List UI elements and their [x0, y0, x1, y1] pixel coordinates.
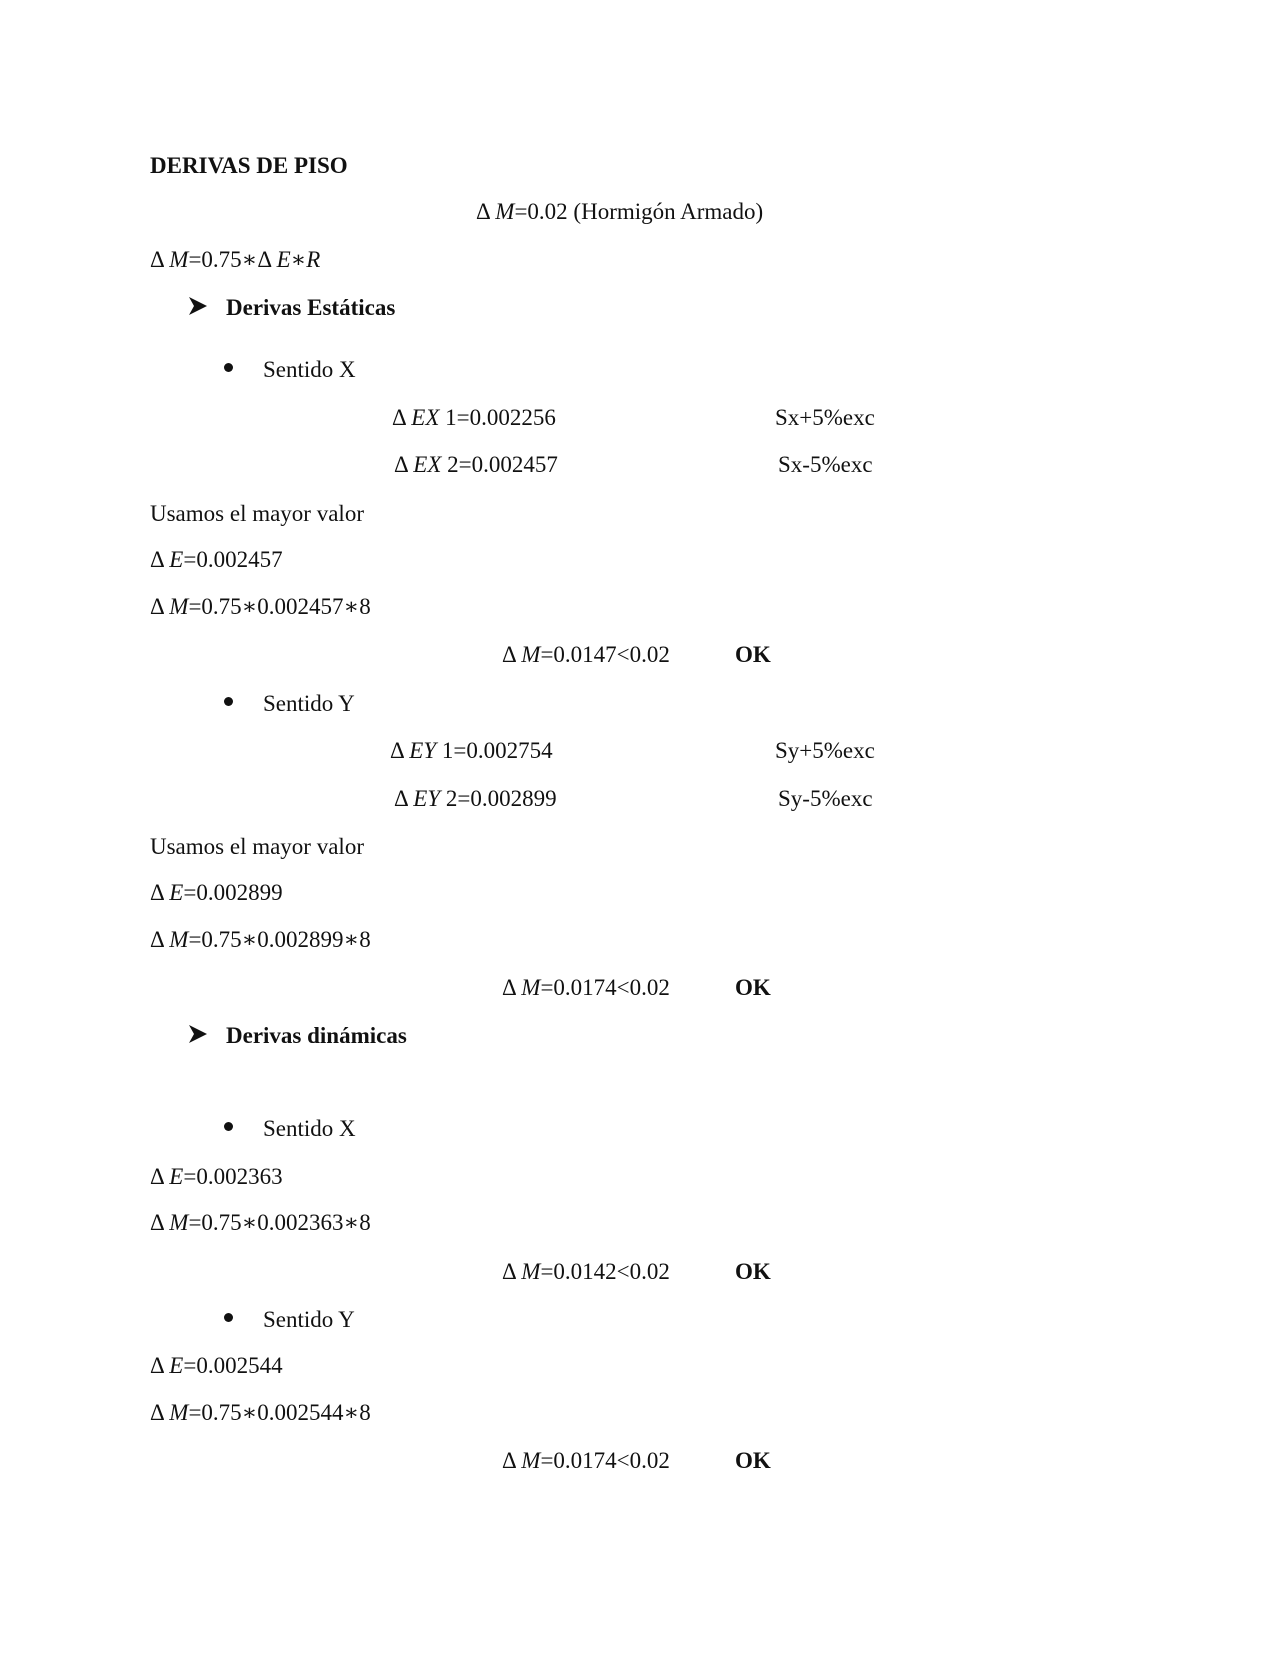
- arrow-bullet-icon: [188, 1024, 208, 1044]
- drift-value: Δ E=0.002363: [150, 1164, 283, 1189]
- subsection-label: Sentido Y: [263, 1307, 355, 1332]
- section-heading-dynamic: Derivas dinámicas: [226, 1023, 407, 1048]
- load-case-label: Sx+5%exc: [775, 405, 875, 430]
- note-text: Usamos el mayor valor: [150, 834, 364, 859]
- ok-badge: OK: [735, 975, 771, 1000]
- drift-value: Δ E=0.002544: [150, 1353, 283, 1378]
- drift-equation: Δ EY 1=0.002754: [390, 738, 553, 763]
- drift-equation: Δ EY 2=0.002899: [394, 786, 557, 811]
- delta-symbol: Δ: [476, 199, 490, 224]
- drift-calculation: Δ M=0.75∗0.002544∗8: [150, 1400, 371, 1425]
- equation-rest: =0.75∗: [188, 247, 258, 272]
- bullet-icon: [224, 1313, 233, 1322]
- load-case-label: Sy+5%exc: [775, 738, 875, 763]
- drift-formula: [150, 248, 320, 271]
- drift-value: Δ E=0.002899: [150, 880, 283, 905]
- drift-calculation: Δ M=0.75∗0.002363∗8: [150, 1210, 371, 1235]
- ok-badge: OK: [735, 642, 771, 667]
- drift-result: Δ M=0.0147<0.02: [502, 642, 670, 667]
- limit-equation: [476, 200, 763, 223]
- subsection-label: Sentido X: [263, 1116, 356, 1141]
- variable: M: [495, 199, 515, 224]
- variable: E: [276, 247, 291, 272]
- load-case-label: Sx-5%exc: [778, 452, 873, 477]
- equation-rest: ∗: [290, 247, 307, 272]
- drift-value: Δ E=0.002457: [150, 547, 283, 572]
- section-heading-static: Derivas Estáticas: [226, 295, 396, 320]
- delta-symbol: Δ: [150, 247, 164, 272]
- equation-rest: =0.02 (Hormigón Armado): [514, 199, 764, 224]
- bullet-icon: [224, 697, 233, 706]
- drift-result: Δ M=0.0142<0.02: [502, 1259, 670, 1284]
- drift-calculation: Δ M=0.75∗0.002457∗8: [150, 594, 371, 619]
- arrow-bullet-icon: [188, 296, 208, 316]
- delta-symbol: Δ: [257, 247, 271, 272]
- page-title: DERIVAS DE PISO: [150, 153, 348, 178]
- note-text: Usamos el mayor valor: [150, 501, 364, 526]
- subsection-label: Sentido Y: [263, 691, 355, 716]
- load-case-label: Sy-5%exc: [778, 786, 873, 811]
- drift-result: Δ M=0.0174<0.02: [502, 975, 670, 1000]
- drift-calculation: Δ M=0.75∗0.002899∗8: [150, 927, 371, 952]
- bullet-icon: [224, 1122, 233, 1131]
- variable: R: [306, 247, 321, 272]
- drift-equation: Δ EX 1=0.002256: [392, 405, 556, 430]
- variable: M: [169, 247, 189, 272]
- subsection-label: Sentido X: [263, 357, 356, 382]
- ok-badge: OK: [735, 1259, 771, 1284]
- bullet-icon: [224, 363, 233, 372]
- drift-equation: Δ EX 2=0.002457: [394, 452, 558, 477]
- ok-badge: OK: [735, 1448, 771, 1473]
- drift-result: Δ M=0.0174<0.02: [502, 1448, 670, 1473]
